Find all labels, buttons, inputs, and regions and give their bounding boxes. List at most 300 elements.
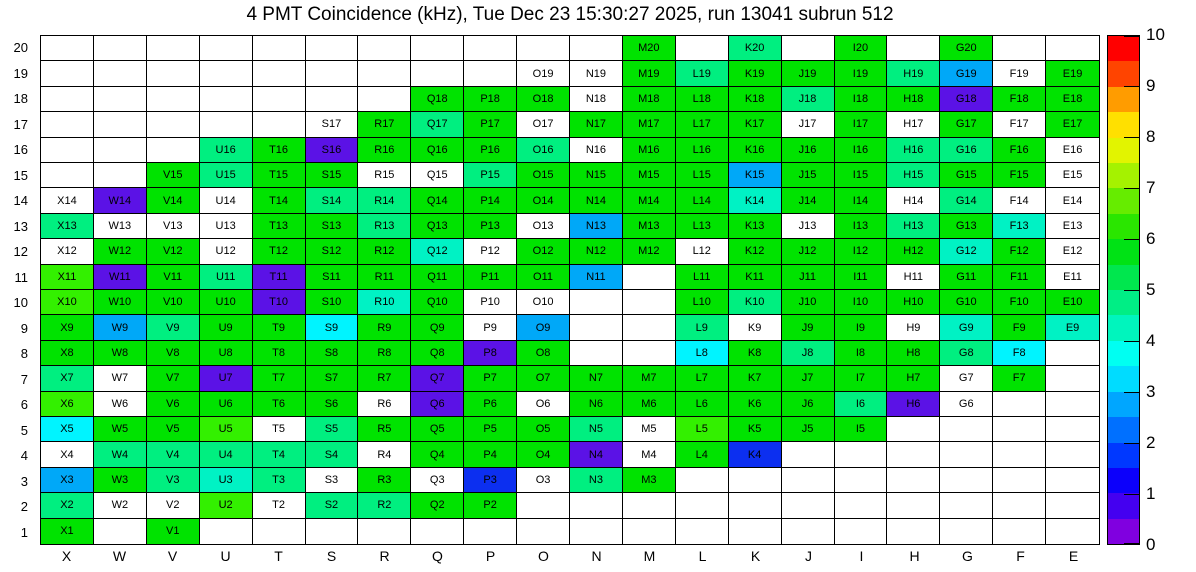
colorbar-tick-label: 5 [1146, 280, 1156, 299]
heatmap-cell: K19 [729, 61, 782, 86]
heatmap-cell: U10 [200, 290, 253, 315]
heatmap-cell: H19 [887, 61, 940, 86]
heatmap-cell: S7 [306, 366, 359, 391]
heatmap-cell: O3 [517, 468, 570, 493]
colorbar-tick-label: 7 [1146, 178, 1156, 197]
colorbar-band [1108, 112, 1139, 137]
colorbar-band [1108, 519, 1139, 544]
heatmap-cell: P7 [464, 366, 517, 391]
heatmap-cell [1046, 442, 1099, 467]
colorbar-tick [1124, 392, 1139, 393]
heatmap-cell: V2 [147, 493, 200, 518]
heatmap-cell: M19 [623, 61, 676, 86]
heatmap-cell: N17 [570, 112, 623, 137]
heatmap-cell [729, 519, 782, 544]
y-axis-label: 14 [13, 193, 28, 208]
heatmap-cell: E13 [1046, 214, 1099, 239]
heatmap-cell: K12 [729, 239, 782, 264]
heatmap-cell: H7 [887, 366, 940, 391]
heatmap-cell: G8 [940, 341, 993, 366]
heatmap-cell [623, 290, 676, 315]
heatmap-cell: K11 [729, 265, 782, 290]
heatmap-cell: I19 [835, 61, 888, 86]
heatmap-cell [570, 341, 623, 366]
colorbar-tick [1124, 543, 1139, 544]
colorbar-band [1108, 468, 1139, 493]
heatmap-cell: H8 [887, 341, 940, 366]
heatmap-cell: G20 [940, 36, 993, 61]
heatmap-cell: O14 [517, 188, 570, 213]
heatmap-cell: P5 [464, 417, 517, 442]
heatmap-cell: F17 [993, 112, 1046, 137]
x-axis-label: L [698, 548, 707, 564]
x-axis-label: X [61, 548, 72, 564]
heatmap-cell: T16 [253, 138, 306, 163]
heatmap-cell [940, 417, 993, 442]
heatmap-cell: F10 [993, 290, 1046, 315]
heatmap-cell: U15 [200, 163, 253, 188]
heatmap-cell: Q13 [411, 214, 464, 239]
heatmap-cell: H10 [887, 290, 940, 315]
heatmap-cell: I5 [835, 417, 888, 442]
heatmap-cell: T14 [253, 188, 306, 213]
heatmap-cell [464, 36, 517, 61]
heatmap-cell [993, 417, 1046, 442]
heatmap-cell [358, 519, 411, 544]
y-axis-label: 20 [13, 40, 28, 55]
heatmap-cell [41, 112, 94, 137]
x-axis-label: J [805, 548, 812, 564]
heatmap-cell: M14 [623, 188, 676, 213]
heatmap-cell: T8 [253, 341, 306, 366]
heatmap-cell: U11 [200, 265, 253, 290]
heatmap-cell: P2 [464, 493, 517, 518]
heatmap-cell [41, 61, 94, 86]
heatmap-cell: H11 [887, 265, 940, 290]
heatmap-cell: I12 [835, 239, 888, 264]
heatmap-cell: S10 [306, 290, 359, 315]
colorbar-tick-label: 3 [1146, 382, 1156, 401]
heatmap-cell: J9 [782, 315, 835, 340]
heatmap-cell: X3 [41, 468, 94, 493]
heatmap-cell: G16 [940, 138, 993, 163]
heatmap-cell: W10 [94, 290, 147, 315]
heatmap-cell: T10 [253, 290, 306, 315]
colorbar-band [1108, 214, 1139, 239]
heatmap-cell: U14 [200, 188, 253, 213]
heatmap-cell [94, 87, 147, 112]
heatmap-cell: X13 [41, 214, 94, 239]
y-axis-label: 17 [13, 116, 28, 132]
heatmap-cell: M3 [623, 468, 676, 493]
x-axis-label: K [750, 548, 761, 564]
heatmap-cell: K9 [729, 315, 782, 340]
heatmap-cell: S12 [306, 239, 359, 264]
y-axis-label: 18 [13, 91, 28, 106]
heatmap-cell: S15 [306, 163, 359, 188]
heatmap-cell [253, 36, 306, 61]
heatmap-cell: G15 [940, 163, 993, 188]
heatmap-cell: U9 [200, 315, 253, 340]
heatmap-cell: E19 [1046, 61, 1099, 86]
heatmap-cell [887, 417, 940, 442]
heatmap-cell: V6 [147, 392, 200, 417]
heatmap-cell: S11 [306, 265, 359, 290]
heatmap-cell: L17 [676, 112, 729, 137]
x-axis-label: R [379, 548, 390, 564]
heatmap-cell: Q11 [411, 265, 464, 290]
heatmap-cell: J18 [782, 87, 835, 112]
y-axis-label: 2 [20, 499, 28, 514]
colorbar-tick-label: 1 [1146, 484, 1156, 503]
heatmap-cell [358, 87, 411, 112]
heatmap-cell [464, 61, 517, 86]
heatmap-cell [993, 468, 1046, 493]
y-axis [0, 35, 34, 545]
heatmap-cell: I13 [835, 214, 888, 239]
heatmap-cell: M15 [623, 163, 676, 188]
heatmap-cell [887, 493, 940, 518]
colorbar-band [1108, 265, 1139, 290]
heatmap-cell: R5 [358, 417, 411, 442]
x-axis-label: I [859, 548, 864, 564]
heatmap-cell: Q12 [411, 239, 464, 264]
heatmap-cell: O15 [517, 163, 570, 188]
heatmap-cell: O4 [517, 442, 570, 467]
heatmap-cell: E12 [1046, 239, 1099, 264]
heatmap-cell: T4 [253, 442, 306, 467]
heatmap-cell: N7 [570, 366, 623, 391]
heatmap-cell: M13 [623, 214, 676, 239]
heatmap-cell: U5 [200, 417, 253, 442]
heatmap-cell: I11 [835, 265, 888, 290]
heatmap-cell [147, 112, 200, 137]
x-axis [40, 548, 1100, 568]
heatmap-cell: E10 [1046, 290, 1099, 315]
heatmap-cell [358, 36, 411, 61]
heatmap-cell: L11 [676, 265, 729, 290]
x-axis-label: M [643, 548, 656, 564]
heatmap-cell [1046, 392, 1099, 417]
heatmap-cell [41, 36, 94, 61]
colorbar-tick-label: 2 [1146, 433, 1156, 452]
heatmap-cell: W6 [94, 392, 147, 417]
heatmap-cell [358, 61, 411, 86]
heatmap-cell: W14 [94, 188, 147, 213]
heatmap-cell: R3 [358, 468, 411, 493]
heatmap-cell: I20 [835, 36, 888, 61]
heatmap-cell: Q7 [411, 366, 464, 391]
colorbar-band [1108, 61, 1139, 86]
heatmap-cell [835, 442, 888, 467]
heatmap-cell [94, 138, 147, 163]
heatmap-cell: W8 [94, 341, 147, 366]
x-axis-label: P [485, 548, 496, 564]
heatmap-cell: E18 [1046, 87, 1099, 112]
heatmap-cell: F9 [993, 315, 1046, 340]
colorbar-tick [1124, 443, 1139, 444]
heatmap-cell: G6 [940, 392, 993, 417]
heatmap-cell: F19 [993, 61, 1046, 86]
y-axis-label: 7 [20, 371, 28, 387]
colorbar-band [1108, 493, 1139, 518]
heatmap-cell: V10 [147, 290, 200, 315]
heatmap-cell [993, 493, 1046, 518]
x-axis-label: T [274, 548, 283, 564]
heatmap-cell: T3 [253, 468, 306, 493]
heatmap-cell: P4 [464, 442, 517, 467]
heatmap-cell: N3 [570, 468, 623, 493]
heatmap-cell: Q4 [411, 442, 464, 467]
heatmap-cell [993, 519, 1046, 544]
heatmap-cell: L4 [676, 442, 729, 467]
heatmap-cell: N14 [570, 188, 623, 213]
heatmap-cell: Q15 [411, 163, 464, 188]
heatmap-cell [782, 493, 835, 518]
heatmap-cell: P16 [464, 138, 517, 163]
heatmap-cell: J5 [782, 417, 835, 442]
x-axis-label: V [167, 548, 178, 564]
heatmap-cell: R14 [358, 188, 411, 213]
heatmap-cell: P17 [464, 112, 517, 137]
colorbar-band [1108, 366, 1139, 391]
heatmap-cell: X6 [41, 392, 94, 417]
colorbar-tick-label: 8 [1146, 127, 1156, 146]
colorbar-tick [1124, 239, 1139, 240]
heatmap-cell: R7 [358, 366, 411, 391]
heatmap-cell: M6 [623, 392, 676, 417]
chart-title: 4 PMT Coincidence (kHz), Tue Dec 23 15:30:27 2025, run 13041 subrun 512 [246, 4, 894, 25]
x-axis-label: F [1016, 548, 1025, 564]
heatmap-cell: G12 [940, 239, 993, 264]
heatmap-cell: I14 [835, 188, 888, 213]
colorbar-tick-label: 10 [1146, 25, 1165, 44]
heatmap-cell: L6 [676, 392, 729, 417]
heatmap-cell [94, 36, 147, 61]
heatmap-cell: J8 [782, 341, 835, 366]
heatmap-cell: W5 [94, 417, 147, 442]
heatmap-cell: X9 [41, 315, 94, 340]
heatmap-cell: R16 [358, 138, 411, 163]
heatmap-cell: O7 [517, 366, 570, 391]
heatmap-cell: J13 [782, 214, 835, 239]
heatmap-cell: M17 [623, 112, 676, 137]
heatmap-cell [200, 87, 253, 112]
heatmap-cell: P12 [464, 239, 517, 264]
heatmap-cell [887, 36, 940, 61]
heatmap-cell: W11 [94, 265, 147, 290]
heatmap-cell [570, 315, 623, 340]
heatmap-cell: X4 [41, 442, 94, 467]
heatmap-cell: K6 [729, 392, 782, 417]
heatmap-cell: R12 [358, 239, 411, 264]
heatmap-cell: F15 [993, 163, 1046, 188]
heatmap-cell [782, 442, 835, 467]
heatmap-cell [1046, 468, 1099, 493]
heatmap-cell: U16 [200, 138, 253, 163]
heatmap-cell: W9 [94, 315, 147, 340]
heatmap-cell: G14 [940, 188, 993, 213]
heatmap-cell: U13 [200, 214, 253, 239]
heatmap-cell: S4 [306, 442, 359, 467]
heatmap-cell: L10 [676, 290, 729, 315]
heatmap-cell: Q18 [411, 87, 464, 112]
colorbar-tick-label: 9 [1146, 76, 1156, 95]
heatmap-cell [41, 163, 94, 188]
heatmap-cell: L14 [676, 188, 729, 213]
colorbar-band [1108, 443, 1139, 468]
heatmap-cell: K16 [729, 138, 782, 163]
heatmap-cell: K15 [729, 163, 782, 188]
heatmap-cell: X1 [41, 519, 94, 544]
heatmap-cell: J15 [782, 163, 835, 188]
heatmap-cell [835, 468, 888, 493]
heatmap-cell: N16 [570, 138, 623, 163]
heatmap-cell: R15 [358, 163, 411, 188]
heatmap-cell: I17 [835, 112, 888, 137]
heatmap-cell: K4 [729, 442, 782, 467]
colorbar-band [1108, 87, 1139, 112]
y-axis-label: 3 [20, 473, 28, 489]
heatmap-cell: N12 [570, 239, 623, 264]
colorbar-tick-label: 6 [1146, 229, 1156, 248]
y-axis-label: 5 [20, 422, 28, 438]
heatmap-cell [306, 61, 359, 86]
heatmap-cell: S9 [306, 315, 359, 340]
heatmap-cell [411, 61, 464, 86]
heatmap-cell [570, 519, 623, 544]
heatmap-cell: Q17 [411, 112, 464, 137]
heatmap-cell: L7 [676, 366, 729, 391]
heatmap-cell: F18 [993, 87, 1046, 112]
heatmap-cell [940, 519, 993, 544]
colorbar-tick [1124, 494, 1139, 495]
heatmap-cell [253, 519, 306, 544]
heatmap-cell: P10 [464, 290, 517, 315]
heatmap-cell: L9 [676, 315, 729, 340]
heatmap-cell [147, 61, 200, 86]
heatmap-cell: J14 [782, 188, 835, 213]
heatmap-cell: S3 [306, 468, 359, 493]
heatmap-cell: K18 [729, 87, 782, 112]
heatmap-cell: N11 [570, 265, 623, 290]
heatmap-cell: R4 [358, 442, 411, 467]
heatmap-cell [623, 341, 676, 366]
heatmap-cell: S8 [306, 341, 359, 366]
heatmap-cell [676, 36, 729, 61]
heatmap-cell [94, 519, 147, 544]
heatmap-cell: T11 [253, 265, 306, 290]
heatmap-cell: H14 [887, 188, 940, 213]
heatmap-cell: O9 [517, 315, 570, 340]
heatmap-cell: V8 [147, 341, 200, 366]
heatmap-cell [782, 519, 835, 544]
y-axis-label: 11 [14, 269, 28, 285]
y-axis-label: 10 [13, 295, 28, 310]
heatmap-cell: F14 [993, 188, 1046, 213]
heatmap-cell: G17 [940, 112, 993, 137]
colorbar-tick [1124, 137, 1139, 138]
heatmap-cell: V1 [147, 519, 200, 544]
heatmap-cell: R10 [358, 290, 411, 315]
heatmap-cell: P13 [464, 214, 517, 239]
heatmap-cell: O6 [517, 392, 570, 417]
colorbar-band [1108, 392, 1139, 417]
heatmap-cell: S16 [306, 138, 359, 163]
heatmap-cell [993, 36, 1046, 61]
heatmap-cell: H9 [887, 315, 940, 340]
heatmap-cell: U2 [200, 493, 253, 518]
heatmap-cell [200, 519, 253, 544]
y-axis-label: 16 [13, 142, 28, 157]
heatmap-cell: M18 [623, 87, 676, 112]
heatmap-cell: L12 [676, 239, 729, 264]
heatmap-cell: X2 [41, 493, 94, 518]
heatmap-cell [306, 36, 359, 61]
heatmap-cell: K17 [729, 112, 782, 137]
heatmap-cell: L13 [676, 214, 729, 239]
heatmap-cell: S2 [306, 493, 359, 518]
heatmap-cell [676, 519, 729, 544]
heatmap-cell: S14 [306, 188, 359, 213]
heatmap-cell: J17 [782, 112, 835, 137]
colorbar-band [1108, 290, 1139, 315]
heatmap-cell [411, 36, 464, 61]
heatmap-cell: Q14 [411, 188, 464, 213]
heatmap-cell: O16 [517, 138, 570, 163]
heatmap-cell [94, 112, 147, 137]
heatmap-cell: G19 [940, 61, 993, 86]
heatmap-cell: O5 [517, 417, 570, 442]
colorbar-band [1108, 138, 1139, 163]
x-axis-label: N [591, 548, 602, 564]
heatmap-cell: S13 [306, 214, 359, 239]
heatmap-cell: N13 [570, 214, 623, 239]
heatmap-cell: F8 [993, 341, 1046, 366]
heatmap-cell [835, 493, 888, 518]
heatmap-cell [200, 36, 253, 61]
heatmap-cell: W7 [94, 366, 147, 391]
heatmap-cell: L15 [676, 163, 729, 188]
heatmap-cell: V5 [147, 417, 200, 442]
x-axis-label: W [112, 548, 127, 564]
y-axis-label: 9 [20, 320, 28, 336]
heatmap-cell: I7 [835, 366, 888, 391]
colorbar-tick [1124, 188, 1139, 189]
y-axis-label: 15 [13, 167, 28, 183]
heatmap-cell [1046, 493, 1099, 518]
x-axis-label: H [909, 548, 920, 564]
heatmap-cell [517, 519, 570, 544]
heatmap-cell [200, 61, 253, 86]
heatmap-cell [570, 36, 623, 61]
colorbar-band [1108, 163, 1139, 188]
heatmap-cell [887, 442, 940, 467]
heatmap-cell [676, 493, 729, 518]
heatmap-cell: W13 [94, 214, 147, 239]
heatmap-cell: L8 [676, 341, 729, 366]
heatmap-cell: V12 [147, 239, 200, 264]
heatmap-cell: N5 [570, 417, 623, 442]
x-axis-label: O [538, 548, 549, 564]
heatmap-cell: M4 [623, 442, 676, 467]
heatmap-cell: V7 [147, 366, 200, 391]
heatmap-cell: U8 [200, 341, 253, 366]
y-axis-label: 12 [13, 244, 28, 259]
heatmap-cell [517, 36, 570, 61]
heatmap-cell [570, 290, 623, 315]
heatmap-cell: I9 [835, 315, 888, 340]
